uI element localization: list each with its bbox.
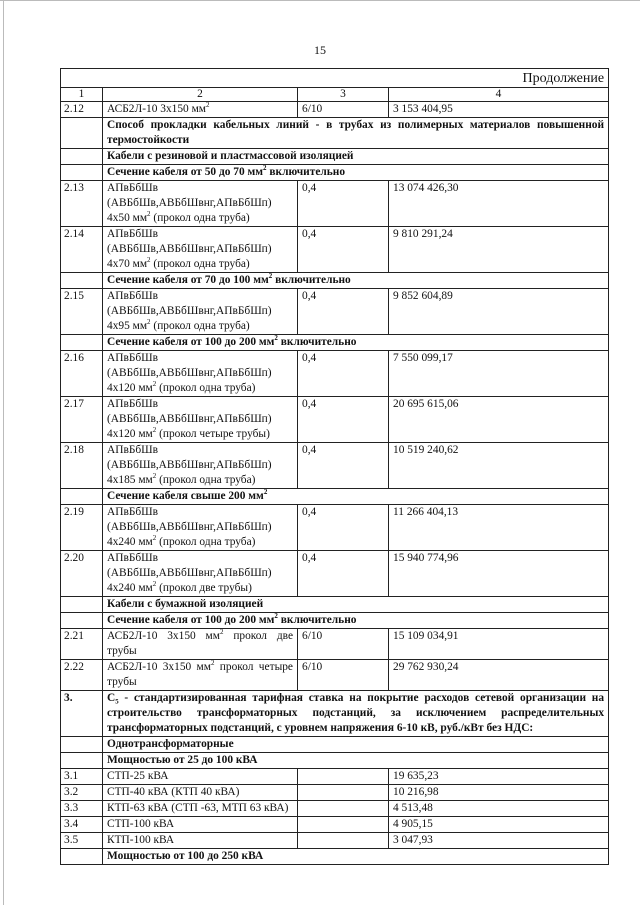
description-line: (АВБбШв,АВБбШвнг,АПвБбШп) <box>107 197 272 209</box>
voltage-value: 6/10 <box>298 102 389 118</box>
subheading-row <box>61 753 609 769</box>
table-row <box>61 181 609 227</box>
description-line: 4х50 $мм^2$ (прокол одна труба) <box>107 210 250 224</box>
empty-cell <box>61 165 103 181</box>
voltage-value: 0,4 <box>298 505 389 551</box>
cable-description <box>103 227 298 273</box>
cable-description <box>103 551 298 597</box>
description-line: 4х120 $мм^2$ (прокол одна труба) <box>107 380 256 394</box>
row-number: 3.3 <box>61 801 103 817</box>
cable-description <box>103 817 298 833</box>
description-line: КТП-100 кВА <box>107 834 175 846</box>
subheading-row <box>61 613 609 629</box>
voltage-value: 0,4 <box>298 289 389 335</box>
voltage-value <box>298 817 389 833</box>
column-header-4: 4 <box>389 88 609 102</box>
subheading-text: Сечение кабеля от 50 до 70 $мм^2$ включительно <box>103 165 609 181</box>
description-line: 4х95 $мм^2$ (прокол одна труба) <box>107 318 250 332</box>
description-line: (АВБбШв,АВБбШвнг,АПвБбШп) <box>107 459 272 471</box>
description-line: (АВБбШв,АВБбШвнг,АПвБбШп) <box>107 243 272 255</box>
tariff-value: 9 810 291,24 <box>389 227 609 273</box>
table-row <box>61 227 609 273</box>
subheading-text: Кабели с бумажной изоляцией <box>103 597 609 613</box>
subheading-text: Мощностью от 25 до 100 кВА <box>103 753 609 769</box>
description-line: АПвБбШв <box>107 290 159 302</box>
row-number: 3.2 <box>61 785 103 801</box>
empty-cell <box>61 273 103 289</box>
tariff-value: 19 635,23 <box>389 769 609 785</box>
description-line: АПвБбШв <box>107 228 159 240</box>
empty-cell <box>61 489 103 505</box>
empty-cell <box>61 613 103 629</box>
description-line: 4х70 $мм^2$ (прокол одна труба) <box>107 256 250 270</box>
column-header-2: 2 <box>103 88 298 102</box>
row-number: 2.22 <box>61 660 103 691</box>
description-line: АСБ2Л-10 3х150 $мм^2$ прокол четыре трубы <box>107 659 293 688</box>
row-number: 2.14 <box>61 227 103 273</box>
scan-edge-top <box>0 0 640 1</box>
voltage-value <box>298 801 389 817</box>
empty-cell <box>61 737 103 753</box>
subheading-row <box>61 165 609 181</box>
tariff-value: 9 852 604,89 <box>389 289 609 335</box>
voltage-value: 0,4 <box>298 397 389 443</box>
row-number: 2.17 <box>61 397 103 443</box>
subheading-text: Сечение кабеля от 70 до 100 $мм^2$ включительно <box>103 273 609 289</box>
table-row <box>61 801 609 817</box>
description-line: АПвБбШв <box>107 552 159 564</box>
section-number: 3. <box>61 691 103 737</box>
cable-description <box>103 102 298 118</box>
table-row <box>61 629 609 660</box>
tariff-value: 13 074 426,30 <box>389 181 609 227</box>
cable-description <box>103 833 298 849</box>
tariff-value: 11 266 404,13 <box>389 505 609 551</box>
empty-cell <box>61 149 103 165</box>
description-line: АПвБбШв <box>107 182 159 194</box>
description-line: 4х120 $мм^2$ (прокол четыре трубы) <box>107 426 270 440</box>
voltage-value: 6/10 <box>298 660 389 691</box>
cable-description <box>103 505 298 551</box>
subheading-text: Однотрансформаторные <box>103 737 609 753</box>
tariff-value: 4 513,48 <box>389 801 609 817</box>
tariff-value: 7 550 099,17 <box>389 351 609 397</box>
description-line: АПвБбШв <box>107 444 159 456</box>
column-header-row <box>61 88 609 102</box>
row-number: 3.1 <box>61 769 103 785</box>
voltage-value <box>298 785 389 801</box>
subheading-text: Способ прокладки кабельных линий - в трубах из полимерных материалов повышенной термостойкости <box>103 118 609 149</box>
row-number: 2.15 <box>61 289 103 335</box>
row-number: 3.4 <box>61 817 103 833</box>
empty-cell <box>61 597 103 613</box>
continuation-label: Продолжение <box>61 69 609 88</box>
continuation-row <box>61 69 609 88</box>
description-line: 4х240 $мм^2$ (прокол одна труба) <box>107 534 256 548</box>
cable-description <box>103 443 298 489</box>
tariff-value: 20 695 615,06 <box>389 397 609 443</box>
subheading-row <box>61 737 609 753</box>
subheading-text: Сечение кабеля от 100 до 200 $мм^2$ включительно <box>103 335 609 351</box>
subheading-row <box>61 149 609 165</box>
row-number: 2.16 <box>61 351 103 397</box>
description-line: АПвБбШв <box>107 398 159 410</box>
row-number: 2.18 <box>61 443 103 489</box>
table-row <box>61 817 609 833</box>
subheading-text: Кабели с резиновой и пластмассовой изоляцией <box>103 149 609 165</box>
cable-description <box>103 351 298 397</box>
voltage-value: 0,4 <box>298 551 389 597</box>
cable-description <box>103 660 298 691</box>
cable-description <box>103 801 298 817</box>
description-line: 4х240 $мм^2$ (прокол две трубы) <box>107 580 252 594</box>
cable-description <box>103 181 298 227</box>
tariff-value: 3 153 404,95 <box>389 102 609 118</box>
table-row <box>61 785 609 801</box>
row-number: 2.20 <box>61 551 103 597</box>
table-row <box>61 351 609 397</box>
voltage-value: 0,4 <box>298 443 389 489</box>
subheading-row <box>61 335 609 351</box>
description-line: АСБ2Л-10 3х150 $мм^2$ <box>107 101 210 115</box>
empty-cell <box>61 753 103 769</box>
section-text: C₅ - стандартизированная тарифная ставка на покрытие расходов сетевой организации на строительство трансформаторных подстанций, за исключением распределительных трансформаторных подстанций, с уровнем напряжения 6-10 кВ, руб./кВт без НДС: <box>103 691 609 737</box>
table-row <box>61 833 609 849</box>
row-number: 2.21 <box>61 629 103 660</box>
table-row <box>61 102 609 118</box>
table-row <box>61 551 609 597</box>
tariff-value: 15 109 034,91 <box>389 629 609 660</box>
column-header-3: 3 <box>298 88 389 102</box>
description-line: АПвБбШв <box>107 506 159 518</box>
tariff-value: 29 762 930,24 <box>389 660 609 691</box>
subheading-text: Сечение кабеля от 100 до 200 $мм^2$ включительно <box>103 613 609 629</box>
table-row <box>61 769 609 785</box>
cable-description <box>103 785 298 801</box>
tariff-value: 10 216,98 <box>389 785 609 801</box>
voltage-value: 0,4 <box>298 227 389 273</box>
column-header-1: 1 <box>61 88 103 102</box>
tariff-table-body <box>61 69 609 865</box>
description-line: (АВБбШв,АВБбШвнг,АПвБбШп) <box>107 305 272 317</box>
description-line: СТП-25 кВА <box>107 770 169 782</box>
tariff-value: 10 519 240,62 <box>389 443 609 489</box>
table-row <box>61 289 609 335</box>
cable-description <box>103 397 298 443</box>
subheading-text: Сечение кабеля свыше 200 $мм^2$ <box>103 489 609 505</box>
scan-edge-left <box>3 0 4 905</box>
table-row <box>61 505 609 551</box>
tariff-table <box>60 68 609 865</box>
row-number: 2.12 <box>61 102 103 118</box>
subheading-row <box>61 489 609 505</box>
table-row <box>61 660 609 691</box>
cable-description <box>103 289 298 335</box>
description-line: СТП-40 кВА (КТП 40 кВА) <box>107 786 240 798</box>
row-number: 2.19 <box>61 505 103 551</box>
row-number: 3.5 <box>61 833 103 849</box>
voltage-value: 0,4 <box>298 351 389 397</box>
subheading-text: Мощностью от 100 до 250 кВА <box>103 849 609 865</box>
voltage-value <box>298 833 389 849</box>
row-number: 2.13 <box>61 181 103 227</box>
description-line: 4х185 $мм^2$ (прокол одна труба) <box>107 472 256 486</box>
description-line: КТП-63 кВА (СТП -63, МТП 63 кВА) <box>107 802 289 814</box>
empty-cell <box>61 335 103 351</box>
description-line: (АВБбШв,АВБбШвнг,АПвБбШп) <box>107 521 272 533</box>
description-line: АСБ2Л-10 3х150 $мм^2$ прокол две трубы <box>107 628 293 657</box>
empty-cell <box>61 849 103 865</box>
section-row <box>61 691 609 737</box>
voltage-value: 0,4 <box>298 181 389 227</box>
description-line: (АВБбШв,АВБбШвнг,АПвБбШп) <box>107 567 272 579</box>
cable-description <box>103 769 298 785</box>
tariff-value: 4 905,15 <box>389 817 609 833</box>
empty-cell <box>61 118 103 149</box>
tariff-value: 15 940 774,96 <box>389 551 609 597</box>
tariff-value: 3 047,93 <box>389 833 609 849</box>
subheading-row <box>61 597 609 613</box>
description-line: (АВБбШв,АВБбШвнг,АПвБбШп) <box>107 367 272 379</box>
subheading-row <box>61 273 609 289</box>
voltage-value <box>298 769 389 785</box>
description-line: АПвБбШв <box>107 352 159 364</box>
cable-description <box>103 629 298 660</box>
table-row <box>61 443 609 489</box>
page-number: 15 <box>314 43 326 57</box>
description-line: (АВБбШв,АВБбШвнг,АПвБбШп) <box>107 413 272 425</box>
subheading-row <box>61 118 609 149</box>
description-line: СТП-100 кВА <box>107 818 175 830</box>
table-row <box>61 397 609 443</box>
subheading-row <box>61 849 609 865</box>
voltage-value: 6/10 <box>298 629 389 660</box>
